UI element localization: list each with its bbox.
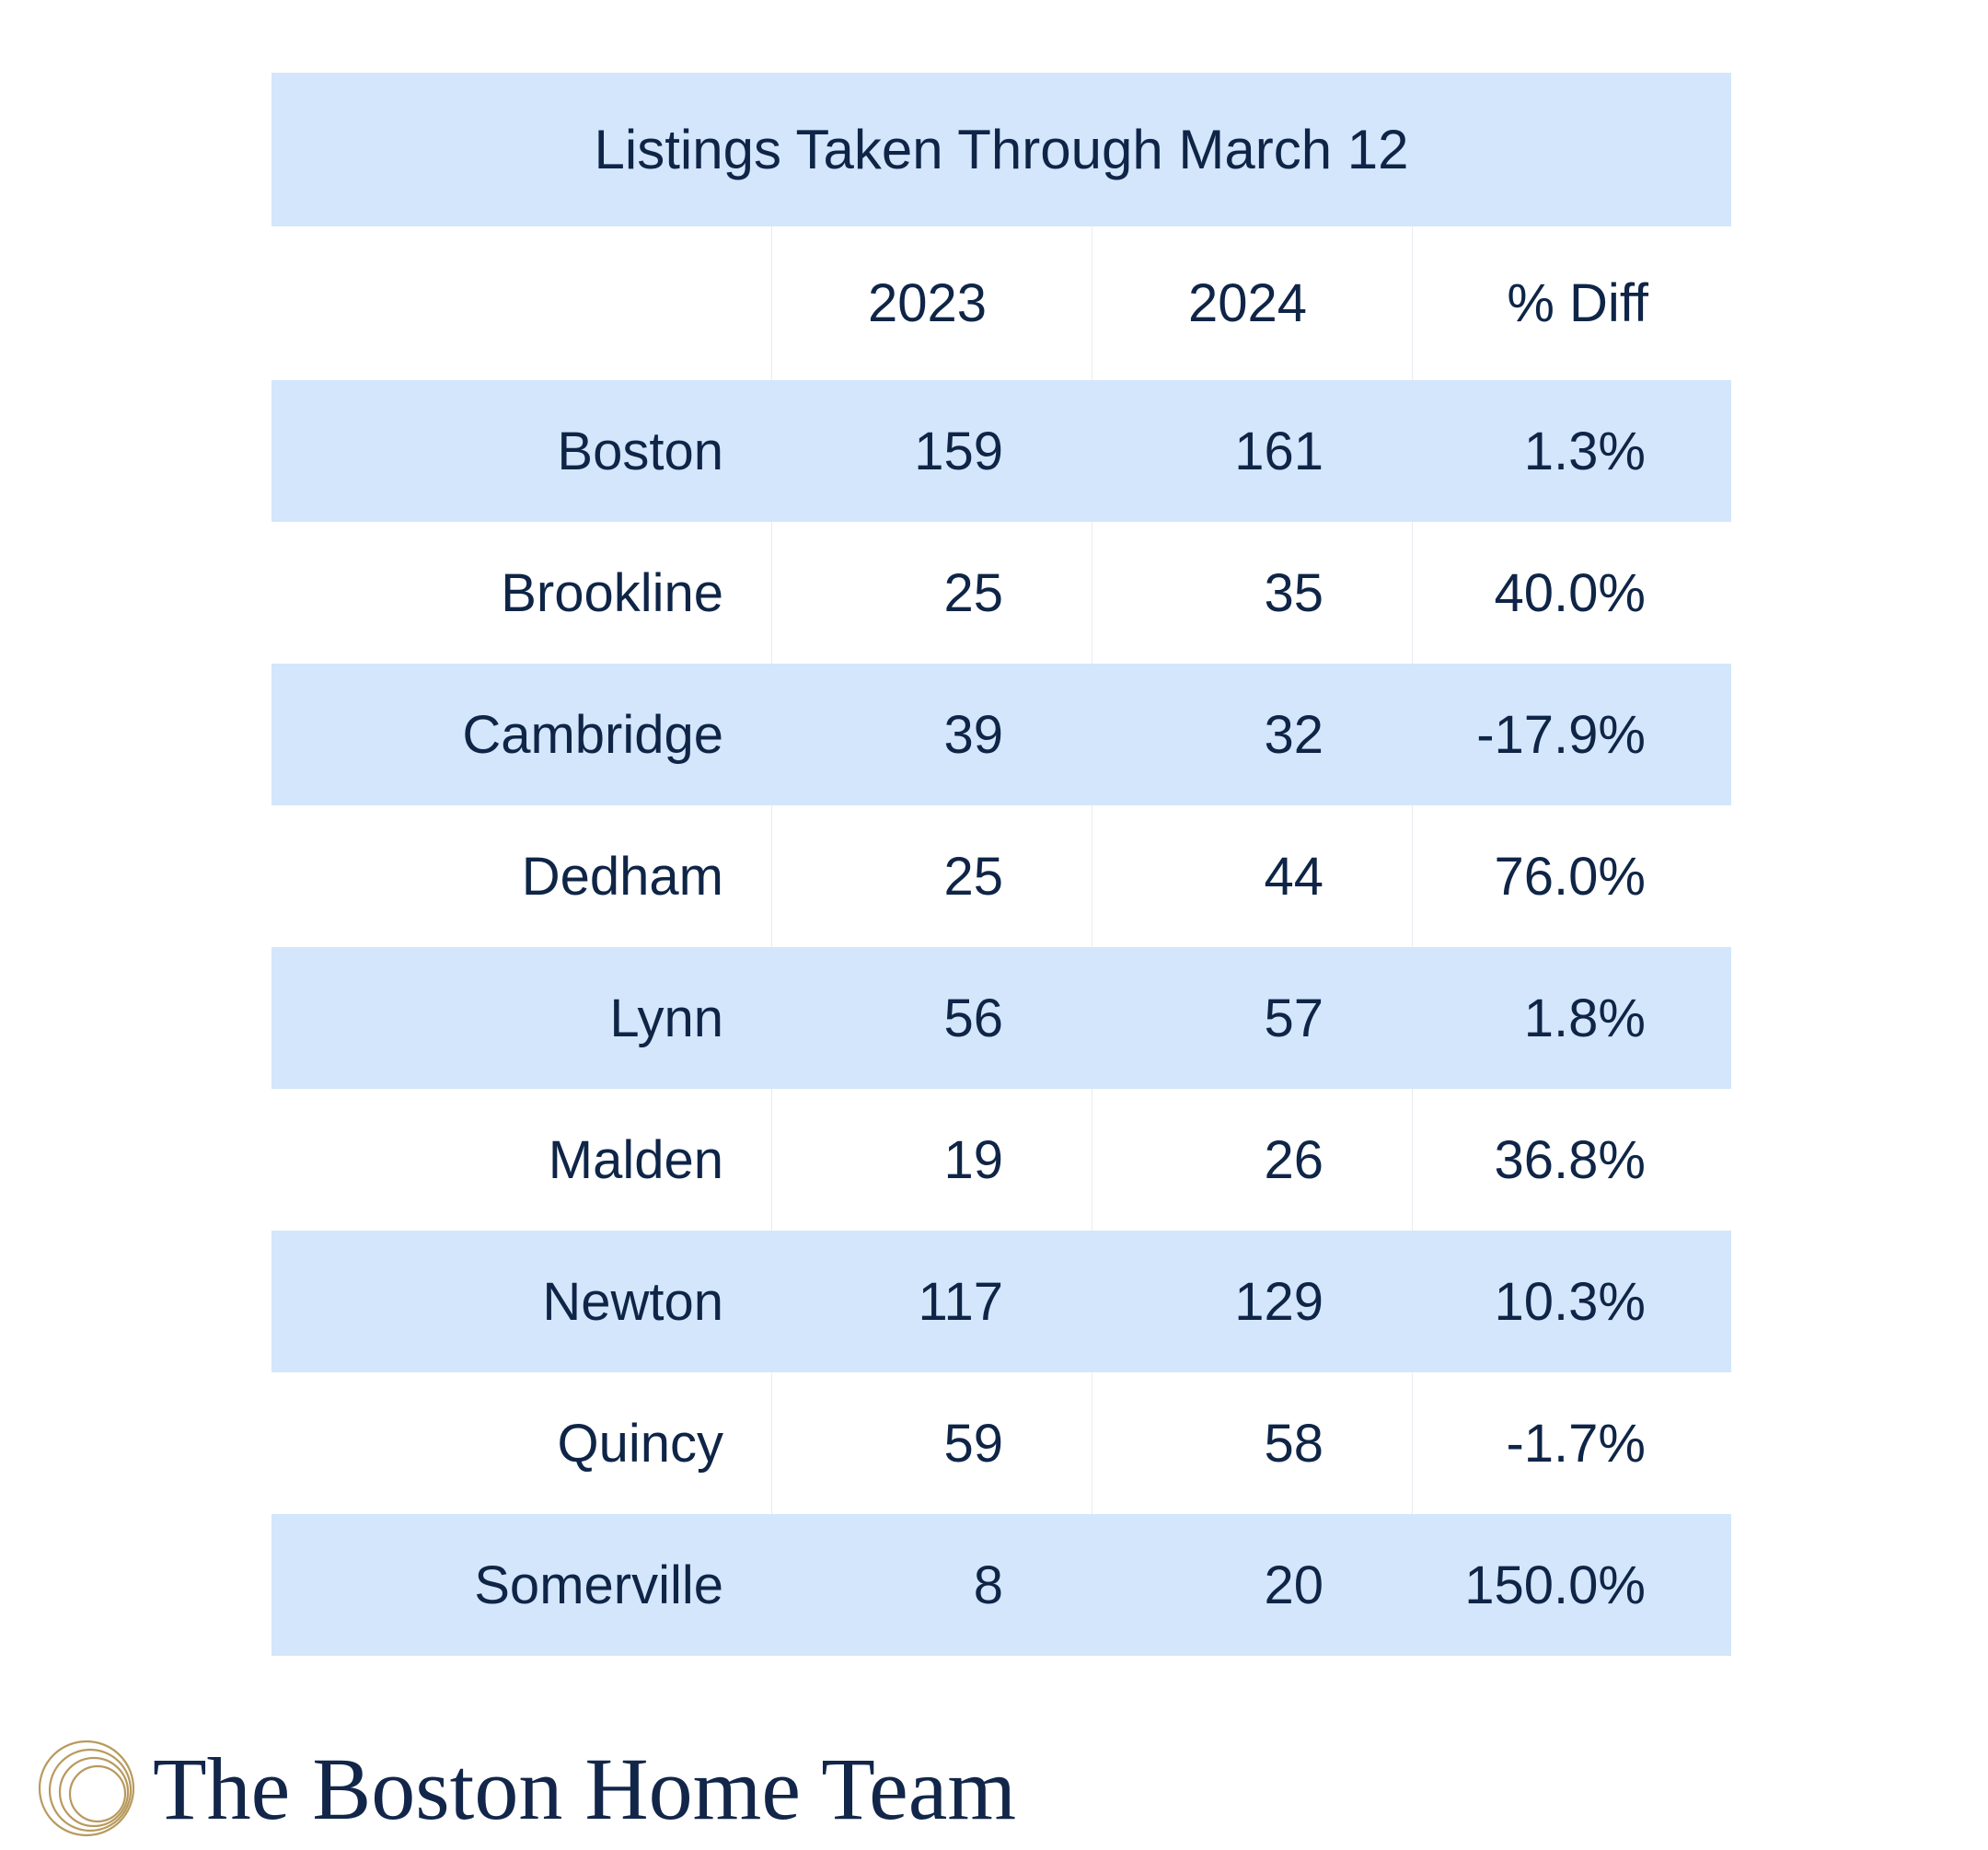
cell-2024: 58 (1092, 1372, 1412, 1514)
cell-city: Quincy (557, 1413, 723, 1474)
table-row (272, 947, 1731, 1089)
table-body (272, 380, 1731, 1656)
header-cell-city (272, 226, 771, 380)
cell-2024: 35 (1092, 522, 1412, 664)
cell-2023: 8 (973, 1555, 1003, 1615)
table-row (272, 805, 1731, 947)
cell-diff: 76.0% (1412, 805, 1731, 947)
cell-diff: 10.3% (1494, 1271, 1646, 1332)
cell-city: Brookline (501, 562, 723, 623)
cell-2023: 56 (943, 988, 1003, 1048)
header-cell-2024: 2024 (1092, 226, 1412, 380)
cell-2024: 26 (1092, 1089, 1412, 1231)
cell-2024: 32 (1264, 704, 1323, 765)
cell-diff: 1.3% (1523, 421, 1646, 481)
cell-diff: -17.9% (1476, 704, 1646, 765)
cell-2024: 57 (1264, 988, 1323, 1048)
cell-diff: 150.0% (1464, 1555, 1646, 1615)
listings-table (272, 73, 1731, 1656)
cell-2024: 161 (1234, 421, 1323, 481)
cell-2024: 44 (1092, 805, 1412, 947)
cell-2023: 59 (771, 1372, 1092, 1514)
table-row (272, 664, 1731, 805)
cell-2023: 117 (918, 1271, 1003, 1332)
table-row (272, 1372, 1731, 1514)
cell-2024: 129 (1234, 1271, 1323, 1332)
cell-city: Somerville (474, 1555, 723, 1615)
cell-city: Lynn (609, 988, 723, 1048)
concentric-arcs-logo-icon (35, 1737, 138, 1840)
cell-city: Cambridge (462, 704, 723, 765)
table-row (272, 1231, 1731, 1372)
cell-2023: 25 (771, 522, 1092, 664)
table-row (272, 1089, 1731, 1231)
cell-city: Dedham (521, 846, 723, 907)
table-row (272, 380, 1731, 522)
cell-2023: 19 (771, 1089, 1092, 1231)
brand-logo (35, 1735, 1016, 1842)
cell-city: Malden (548, 1129, 723, 1190)
header-cell-2023: 2023 (771, 226, 1092, 380)
cell-diff: -1.7% (1412, 1372, 1731, 1514)
cell-diff: 1.8% (1523, 988, 1646, 1048)
header-cell-diff: % Diff (1412, 226, 1731, 380)
table-row (272, 1514, 1731, 1656)
cell-2023: 25 (771, 805, 1092, 947)
cell-2023: 159 (914, 421, 1003, 481)
cell-2023: 39 (943, 704, 1003, 765)
cell-city: Boston (557, 421, 723, 481)
cell-2024: 20 (1264, 1555, 1323, 1615)
brand-name: The Boston Home Team (153, 1739, 1017, 1838)
cell-diff: 36.8% (1412, 1089, 1731, 1231)
table-title: Listings Taken Through March 12 (272, 73, 1731, 226)
table-row (272, 522, 1731, 664)
cell-diff: 40.0% (1412, 522, 1731, 664)
cell-city: Newton (542, 1271, 723, 1332)
table-header-row (272, 226, 1731, 380)
